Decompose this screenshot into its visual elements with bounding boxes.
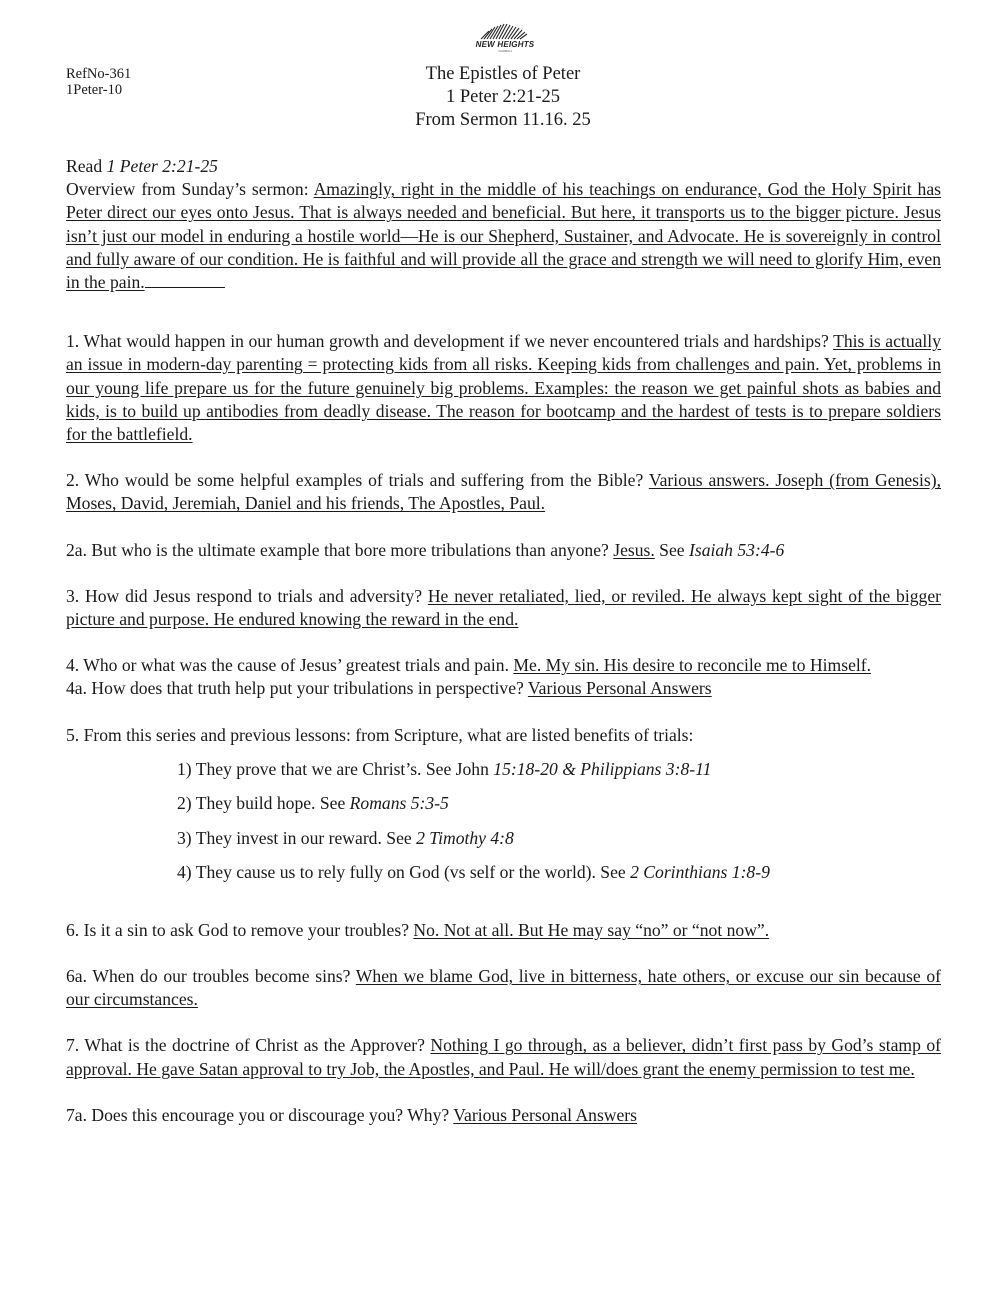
mountain-logo-icon — [475, 22, 535, 40]
scripture-reference: 2 Timothy 4:8 — [416, 827, 514, 848]
question-1 — [66, 330, 941, 446]
benefit-text: 3) They invest in our reward. See — [177, 827, 417, 848]
benefit-text: 4) They cause us to rely fully on God (vs self or the world). See — [177, 862, 631, 883]
answer-text: This is actually an issue in modern-day parenting = protecting kids from all risks. Keeping kids from challenges and pain. Yet, problems in our young life prepare us for the future genuinely big problems. Examples: the reason we get painful shots as babies and kids, is to build up antibodies from deadly disease. The reason for bootcamp and the hardest of tests is to prepare soldiers for the battlefield. — [66, 331, 941, 445]
question-2a — [66, 539, 941, 562]
reference-block — [66, 66, 131, 98]
answer-text: Various answers. Joseph (from Genesis), Moses, David, Jeremiah, Daniel and his friends, The Apostles, Paul. — [66, 470, 942, 514]
sermon-date: From Sermon 11.16. 25 — [415, 110, 591, 130]
question-7a — [66, 1104, 941, 1127]
question-6a — [66, 965, 941, 1011]
lesson-code: 1Peter-10 — [66, 82, 123, 98]
question-text: 3. How did Jesus respond to trials and adversity? — [66, 585, 428, 606]
question-4 — [66, 654, 941, 677]
benefit-item — [177, 861, 941, 884]
question-text: 6a. When do our troubles become sins? — [66, 966, 356, 987]
logo-subtitle: CHURCH — [498, 49, 512, 53]
benefit-item — [177, 758, 941, 781]
question-text: 1. What would happen in our human growth and development if we never encountered trials and hardships? — [66, 331, 834, 352]
answer-text: When we blame God, live in bitterness, hate others, or excuse our sin because of our circumstances. — [66, 966, 942, 1010]
scripture-reference: 2 Corinthians 1:8-9 — [630, 862, 770, 883]
read-reference: 1 Peter 2:21-25 — [106, 156, 218, 176]
answer-text: Various Personal Answers — [453, 1104, 638, 1125]
church-logo — [470, 22, 540, 58]
read-label: Read — [66, 156, 107, 176]
scripture-reference: 15:18-20 & Philippians 3:8-11 — [493, 758, 712, 779]
benefit-text: 1) They prove that we are Christ’s. See John — [177, 758, 494, 779]
question-3 — [66, 585, 941, 631]
answer-text: Me. My sin. His desire to reconcile me to Himself. — [513, 655, 872, 676]
question-text: 4. Who or what was the cause of Jesus’ greatest trials and pain. — [66, 655, 514, 676]
scripture-reference: Romans 5:3-5 — [349, 793, 449, 814]
question-5 — [66, 724, 941, 747]
overview — [66, 178, 941, 294]
question-7 — [66, 1034, 941, 1080]
passage: 1 Peter 2:21-25 — [445, 87, 561, 107]
question-text: 4a. How does that truth help put your tribulations in perspective? — [66, 678, 528, 699]
read-line — [66, 155, 941, 178]
scripture-reference: Isaiah 53:4-6 — [688, 539, 785, 560]
answer-text: Nothing I go through, as a believer, didn’t first pass by God’s stamp of approval. He gave Satan approval to try Job, the Apostles, and Paul. He will/does grant the enemy permission to test me. — [66, 1035, 941, 1079]
benefit-item — [177, 827, 941, 850]
benefit-item — [177, 792, 941, 815]
question-4a — [66, 677, 941, 700]
overview-label: Overview from Sunday’s sermon: — [66, 179, 314, 200]
study-content — [66, 155, 941, 1127]
document-title: The Epistles of Peter — [425, 64, 581, 84]
answer-text: No. Not at all. But He may say “no” or “not now”. — [413, 919, 770, 940]
question-text: 7. What is the doctrine of Christ as the Approver? — [66, 1035, 431, 1056]
answer-text: Jesus. — [613, 539, 655, 560]
question-text: 7a. Does this encourage you or discourage you? Why? — [66, 1104, 454, 1125]
question-6 — [66, 919, 941, 942]
trailing-underline — [145, 273, 225, 288]
answer-text: Various Personal Answers — [527, 678, 712, 699]
ref-number: RefNo-361 — [66, 66, 132, 82]
document-header — [300, 63, 706, 132]
question-text: 5. From this series and previous lessons: from Scripture, what are listed benefits of trials: — [66, 724, 694, 745]
logo-name: NEW HEIGHTS — [475, 40, 535, 49]
question-text: 6. Is it a sin to ask God to remove your troubles? — [66, 919, 414, 940]
benefit-text: 2) They build hope. See — [177, 793, 350, 814]
question-text: 2a. But who is the ultimate example that bore more tribulations than anyone? — [66, 539, 614, 560]
overview-text: Amazingly, right in the middle of his teachings on endurance, God the Holy Spirit has Peter direct our eyes onto Jesus. That is always needed and beneficial. But here, it transports us to the bigger picture. Jesus isn’t just our model in enduring a hostile world—He is our Shepherd, Sustainer, and Advocate. He is sovereignly in control and fully aware of our condition. He is faithful and will provide all the grace and strength we will need to glorify Him, even in the pain. — [66, 179, 941, 293]
question-2 — [66, 469, 941, 515]
answer-text: He never retaliated, lied, or reviled. He always kept sight of the bigger picture and purpose. He endured knowing the reward in the end. — [66, 585, 941, 630]
benefits-list — [66, 758, 941, 885]
see-label: See — [654, 539, 689, 560]
question-text: 2. Who would be some helpful examples of trials and suffering from the Bible? — [66, 470, 649, 491]
